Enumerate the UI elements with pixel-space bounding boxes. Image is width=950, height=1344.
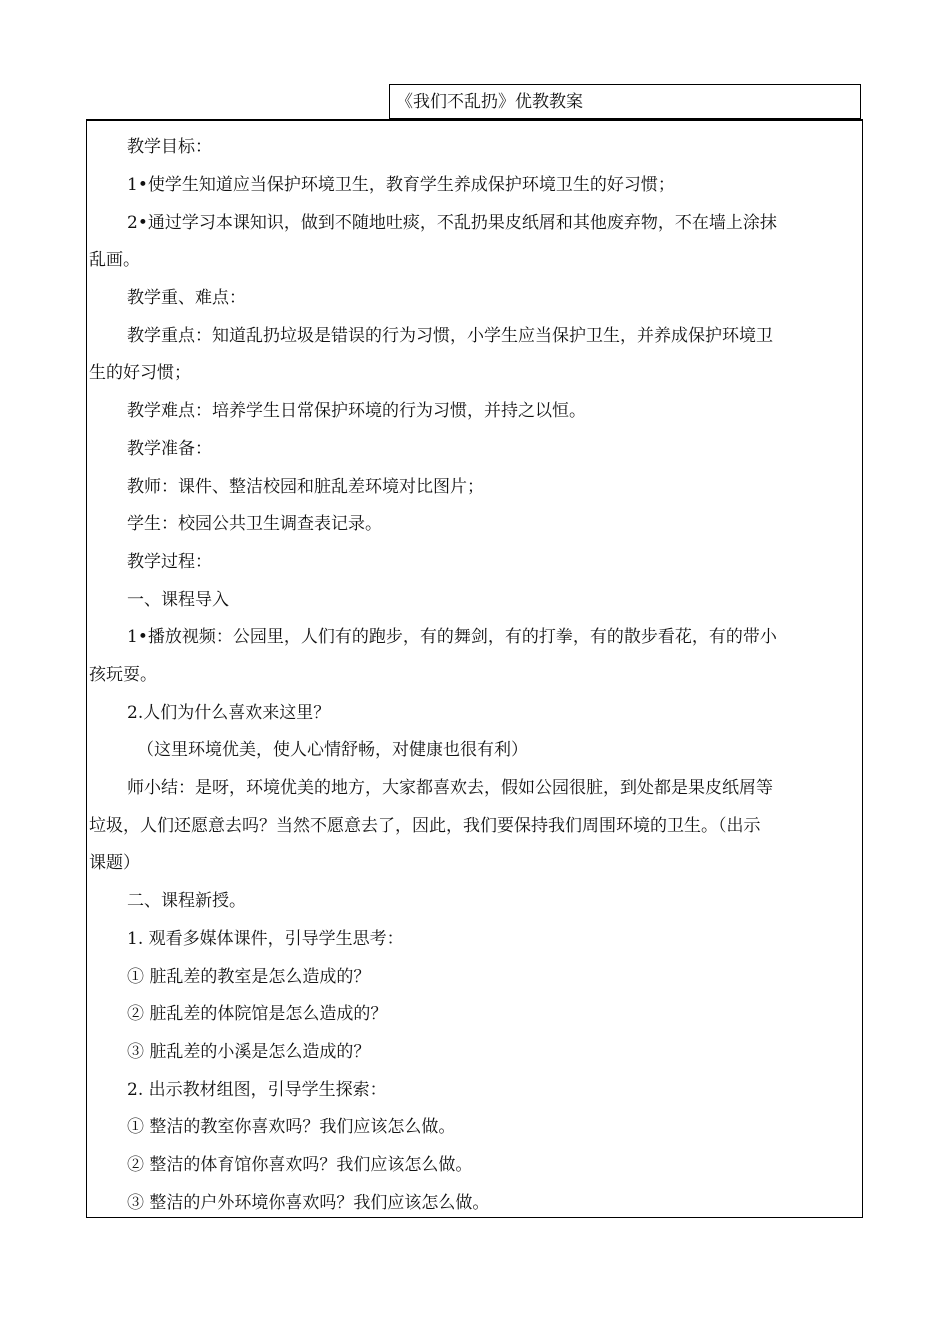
- text-line: 2.人们为什么喜欢来这里？: [127, 703, 331, 723]
- text-line: 2. 出示教材组图，引导学生探索：: [127, 1080, 387, 1100]
- text-line: 乱画。: [89, 250, 140, 270]
- text-line: 生的好习惯；: [89, 363, 191, 383]
- text-line: 二、课程新授。: [127, 891, 246, 911]
- text-line: ② 脏乱差的体院馆是怎么造成的？: [127, 1004, 388, 1024]
- text-line: ③ 脏乱差的小溪是怎么造成的？: [127, 1042, 371, 1062]
- text-line: 垃圾，人们还愿意去吗？当然不愿意去了，因此，我们要保持我们周围环境的卫生。（出示: [89, 816, 761, 836]
- text-line: 教学重点：知道乱扔垃圾是错误的行为习惯，小学生应当保护卫生，并养成保护环境卫: [127, 326, 773, 346]
- text-line: 教学目标：: [127, 137, 212, 157]
- text-line: 学生：校园公共卫生调查表记录。: [127, 514, 382, 534]
- text-line: ② 整洁的体育馆你喜欢吗？我们应该怎么做。: [127, 1155, 473, 1175]
- text-line: 教学准备：: [127, 439, 212, 459]
- text-line: 师小结：是呀，环境优美的地方，大家都喜欢去，假如公园很脏，到处都是果皮纸屑等: [127, 778, 773, 798]
- text-line: 1. 观看多媒体课件，引导学生思考：: [127, 929, 404, 949]
- text-line: 一、课程导入: [127, 590, 229, 610]
- text-line: 1•使学生知道应当保护环境卫生，教育学生养成保护环境卫生的好习惯；: [127, 175, 675, 195]
- text-line: ③ 整洁的户外环境你喜欢吗？我们应该怎么做。: [127, 1193, 490, 1213]
- text-line: ① 整洁的教室你喜欢吗？我们应该怎么做。: [127, 1117, 456, 1137]
- text-line: 教学难点：培养学生日常保护环境的行为习惯，并持之以恒。: [127, 401, 586, 421]
- text-line: 教师：课件、整洁校园和脏乱差环境对比图片；: [127, 477, 484, 497]
- text-line: 孩玩耍。: [89, 665, 157, 685]
- text-line: 1•播放视频：公园里，人们有的跑步，有的舞剑，有的打拳，有的散步看花，有的带小: [127, 627, 777, 647]
- text-line: 教学重、难点：: [127, 288, 246, 308]
- text-line: 教学过程：: [127, 552, 212, 572]
- text-line: 2•通过学习本课知识，做到不随地吐痰，不乱扔果皮纸屑和其他废弃物，不在墙上涂抹: [127, 213, 777, 233]
- document-title: 《我们不乱扔》优教教案: [396, 92, 583, 112]
- text-line: ① 脏乱差的教室是怎么造成的？: [127, 967, 371, 987]
- title-cell: [389, 84, 861, 119]
- text-line: 课题）: [89, 853, 140, 873]
- text-line: （这里环境优美，使人心情舒畅，对健康也很有利）: [137, 740, 528, 760]
